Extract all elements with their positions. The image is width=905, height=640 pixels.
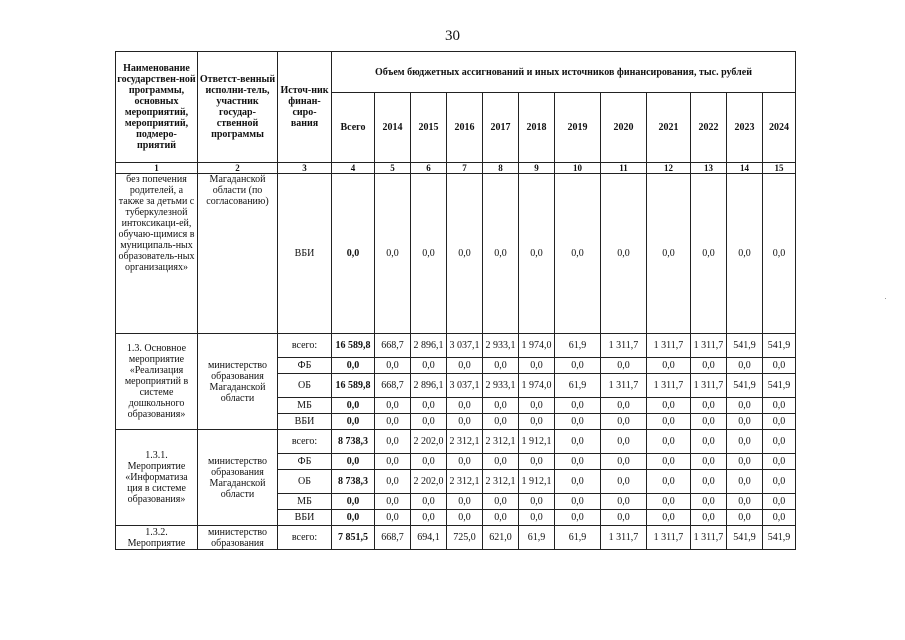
table-row (116, 430, 796, 454)
item-value: 0,0 (375, 398, 411, 414)
item-value: 0,0 (411, 510, 447, 526)
item-value: 0,0 (763, 430, 796, 454)
item-value: 668,7 (375, 334, 411, 358)
item-value: 0,0 (555, 358, 601, 374)
item-name: 1.3.1. Мероприятие «Информатиза ция в системе образования» (116, 430, 198, 526)
column-number: 10 (555, 163, 601, 174)
item-total: 0,0 (332, 358, 375, 374)
item-value: 2 933,1 (483, 334, 519, 358)
item-responsible: Магаданской области (по согласованию) (198, 174, 278, 334)
item-value: 0,0 (647, 470, 691, 494)
scan-dot (885, 298, 886, 299)
item-value: 0,0 (647, 510, 691, 526)
column-number: 3 (278, 163, 332, 174)
item-total: 0,0 (332, 510, 375, 526)
item-value: 0,0 (483, 494, 519, 510)
column-number: 4 (332, 163, 375, 174)
item-total: 16 589,8 (332, 334, 375, 358)
item-value: 668,7 (375, 526, 411, 550)
item-value: 0,0 (727, 398, 763, 414)
item-name: 1.3.2. Мероприятие (116, 526, 198, 550)
item-value: 0,0 (447, 358, 483, 374)
item-value: 0,0 (411, 358, 447, 374)
item-value: 0,0 (555, 494, 601, 510)
item-value: 0,0 (763, 494, 796, 510)
item-total: 0,0 (332, 174, 375, 334)
item-source: МБ (278, 494, 332, 510)
header-responsible: Ответст-венный исполни-тель, участник государ-ственной программы (198, 52, 278, 163)
item-value: 0,0 (447, 398, 483, 414)
header-year: 2015 (411, 93, 447, 163)
item-source: всего: (278, 430, 332, 454)
header-year: 2024 (763, 93, 796, 163)
item-value: 541,9 (763, 334, 796, 358)
item-value: 0,0 (375, 430, 411, 454)
header-source: Источ-ник финан-сиро-вания (278, 52, 332, 163)
item-value: 0,0 (519, 174, 555, 334)
item-value: 0,0 (647, 414, 691, 430)
item-value: 0,0 (691, 494, 727, 510)
item-value: 1 311,7 (691, 526, 727, 550)
item-value: 0,0 (519, 454, 555, 470)
item-value: 0,0 (447, 510, 483, 526)
item-value: 2 312,1 (483, 470, 519, 494)
item-value: 0,0 (483, 174, 519, 334)
item-value: 0,0 (555, 454, 601, 470)
item-value: 0,0 (691, 398, 727, 414)
item-value: 1 311,7 (647, 334, 691, 358)
header-year: 2018 (519, 93, 555, 163)
item-value: 0,0 (763, 358, 796, 374)
item-value: 541,9 (727, 334, 763, 358)
header-year: 2020 (601, 93, 647, 163)
column-number: 13 (691, 163, 727, 174)
item-value: 0,0 (727, 454, 763, 470)
item-value: 0,0 (375, 358, 411, 374)
item-value: 1 912,1 (519, 430, 555, 454)
item-value: 0,0 (447, 494, 483, 510)
header-name: Наименование государствен-ной программы, основных мероприятий, мероприятий, подмеро-приятий (116, 52, 198, 163)
item-value: 0,0 (601, 398, 647, 414)
header-row-1 (116, 52, 796, 93)
item-total: 16 589,8 (332, 374, 375, 398)
item-value: 0,0 (727, 510, 763, 526)
item-value: 0,0 (483, 454, 519, 470)
item-value: 0,0 (411, 398, 447, 414)
item-value: 0,0 (601, 510, 647, 526)
item-value: 0,0 (375, 494, 411, 510)
item-value: 61,9 (555, 334, 601, 358)
item-value: 0,0 (555, 470, 601, 494)
item-value: 541,9 (727, 526, 763, 550)
item-value: 541,9 (763, 374, 796, 398)
item-value: 1 311,7 (691, 374, 727, 398)
item-value: 725,0 (447, 526, 483, 550)
column-number: 7 (447, 163, 483, 174)
column-number: 15 (763, 163, 796, 174)
budget-table (115, 51, 796, 550)
item-total: 0,0 (332, 454, 375, 470)
item-value: 2 312,1 (447, 430, 483, 454)
item-responsible: министерство образования Магаданской области (198, 430, 278, 526)
item-value: 2 312,1 (447, 470, 483, 494)
item-value: 0,0 (411, 454, 447, 470)
item-value: 0,0 (555, 414, 601, 430)
item-source: ФБ (278, 358, 332, 374)
item-value: 0,0 (647, 454, 691, 470)
item-total: 0,0 (332, 494, 375, 510)
item-value: 668,7 (375, 374, 411, 398)
item-responsible: министерство образования Магаданской области (198, 334, 278, 430)
item-value: 0,0 (601, 358, 647, 374)
item-value: 0,0 (763, 454, 796, 470)
item-value: 0,0 (647, 358, 691, 374)
item-total: 7 851,5 (332, 526, 375, 550)
item-value: 0,0 (375, 174, 411, 334)
item-value: 541,9 (763, 526, 796, 550)
item-value: 1 912,1 (519, 470, 555, 494)
item-value: 0,0 (763, 398, 796, 414)
item-value: 0,0 (763, 174, 796, 334)
item-value: 0,0 (763, 510, 796, 526)
item-value: 0,0 (691, 430, 727, 454)
item-value: 621,0 (483, 526, 519, 550)
item-value: 2 896,1 (411, 334, 447, 358)
item-value: 0,0 (647, 174, 691, 334)
item-total: 0,0 (332, 414, 375, 430)
item-value: 0,0 (555, 174, 601, 334)
item-value: 694,1 (411, 526, 447, 550)
item-value: 3 037,1 (447, 374, 483, 398)
item-value: 1 974,0 (519, 374, 555, 398)
item-value: 0,0 (447, 454, 483, 470)
item-source: ФБ (278, 454, 332, 470)
item-value: 0,0 (691, 358, 727, 374)
item-source: ВБИ (278, 510, 332, 526)
header-year: 2021 (647, 93, 691, 163)
item-value: 0,0 (601, 174, 647, 334)
header-year: 2023 (727, 93, 763, 163)
item-value: 1 311,7 (601, 526, 647, 550)
column-number: 6 (411, 163, 447, 174)
header-year: 2017 (483, 93, 519, 163)
item-value: 0,0 (483, 398, 519, 414)
item-value: 0,0 (411, 414, 447, 430)
item-value: 0,0 (483, 358, 519, 374)
item-value: 1 311,7 (601, 334, 647, 358)
item-value: 0,0 (601, 454, 647, 470)
item-value: 3 037,1 (447, 334, 483, 358)
item-source: ОБ (278, 470, 332, 494)
item-value: 0,0 (601, 494, 647, 510)
table-row (116, 174, 796, 334)
item-value: 61,9 (555, 526, 601, 550)
item-value: 0,0 (727, 414, 763, 430)
item-value: 0,0 (691, 174, 727, 334)
item-value: 0,0 (519, 398, 555, 414)
item-responsible: министерство образования (198, 526, 278, 550)
item-value: 0,0 (763, 470, 796, 494)
item-source: всего: (278, 526, 332, 550)
item-value: 0,0 (447, 414, 483, 430)
item-value: 2 933,1 (483, 374, 519, 398)
column-number: 9 (519, 163, 555, 174)
item-name: 1.3. Основное мероприятие «Реализация мероприятий в системе дошкольного образования» (116, 334, 198, 430)
column-number: 12 (647, 163, 691, 174)
column-number: 1 (116, 163, 198, 174)
header-year: 2022 (691, 93, 727, 163)
item-value: 0,0 (727, 430, 763, 454)
item-value: 0,0 (519, 358, 555, 374)
item-value: 0,0 (727, 470, 763, 494)
column-number: 11 (601, 163, 647, 174)
column-number-row (116, 163, 796, 174)
header-total: Всего (332, 93, 375, 163)
item-value: 0,0 (647, 494, 691, 510)
item-value: 0,0 (375, 414, 411, 430)
item-value: 0,0 (763, 414, 796, 430)
item-value: 1 974,0 (519, 334, 555, 358)
item-value: 0,0 (375, 470, 411, 494)
column-number: 5 (375, 163, 411, 174)
item-value: 1 311,7 (691, 334, 727, 358)
column-number: 14 (727, 163, 763, 174)
item-value: 2 202,0 (411, 430, 447, 454)
item-value: 0,0 (727, 174, 763, 334)
item-source: всего: (278, 334, 332, 358)
column-number: 8 (483, 163, 519, 174)
item-value: 0,0 (483, 414, 519, 430)
item-value: 0,0 (555, 510, 601, 526)
item-value: 0,0 (411, 174, 447, 334)
item-source: ОБ (278, 374, 332, 398)
item-value: 2 896,1 (411, 374, 447, 398)
item-total: 8 738,3 (332, 430, 375, 454)
column-number: 2 (198, 163, 278, 174)
item-total: 8 738,3 (332, 470, 375, 494)
item-total: 0,0 (332, 398, 375, 414)
item-value: 2 202,0 (411, 470, 447, 494)
item-value: 0,0 (647, 430, 691, 454)
item-value: 0,0 (519, 414, 555, 430)
item-value: 0,0 (519, 494, 555, 510)
item-value: 0,0 (483, 510, 519, 526)
item-value: 0,0 (601, 414, 647, 430)
item-source: ВБИ (278, 174, 332, 334)
page-number: 30 (445, 28, 460, 44)
header-year: 2019 (555, 93, 601, 163)
item-value: 541,9 (727, 374, 763, 398)
item-value: 0,0 (411, 494, 447, 510)
item-name: без попечения родителей, а также за детьми с туберкулезной интоксикаци-ей, обучаю-щимися в муниципаль-ных образователь-ных организациях» (116, 174, 198, 334)
item-value: 0,0 (647, 398, 691, 414)
table-row (116, 334, 796, 358)
item-value: 0,0 (601, 430, 647, 454)
item-value: 2 312,1 (483, 430, 519, 454)
item-value: 0,0 (691, 470, 727, 494)
item-value: 0,0 (691, 414, 727, 430)
header-year: 2016 (447, 93, 483, 163)
table-row (116, 526, 796, 550)
item-value: 1 311,7 (647, 374, 691, 398)
item-value: 0,0 (555, 398, 601, 414)
header-year: 2014 (375, 93, 411, 163)
item-value: 0,0 (375, 454, 411, 470)
item-value: 0,0 (601, 470, 647, 494)
item-value: 1 311,7 (601, 374, 647, 398)
item-value: 0,0 (727, 494, 763, 510)
header-volume: Объем бюджетных ассигнований и иных источников финансирования, тыс. рублей (332, 52, 796, 93)
item-value: 0,0 (375, 510, 411, 526)
item-value: 0,0 (727, 358, 763, 374)
item-value: 0,0 (691, 510, 727, 526)
item-source: ВБИ (278, 414, 332, 430)
item-value: 0,0 (447, 174, 483, 334)
item-value: 61,9 (519, 526, 555, 550)
item-value: 0,0 (555, 430, 601, 454)
item-source: МБ (278, 398, 332, 414)
item-value: 0,0 (691, 454, 727, 470)
item-value: 0,0 (519, 510, 555, 526)
item-value: 1 311,7 (647, 526, 691, 550)
item-value: 61,9 (555, 374, 601, 398)
